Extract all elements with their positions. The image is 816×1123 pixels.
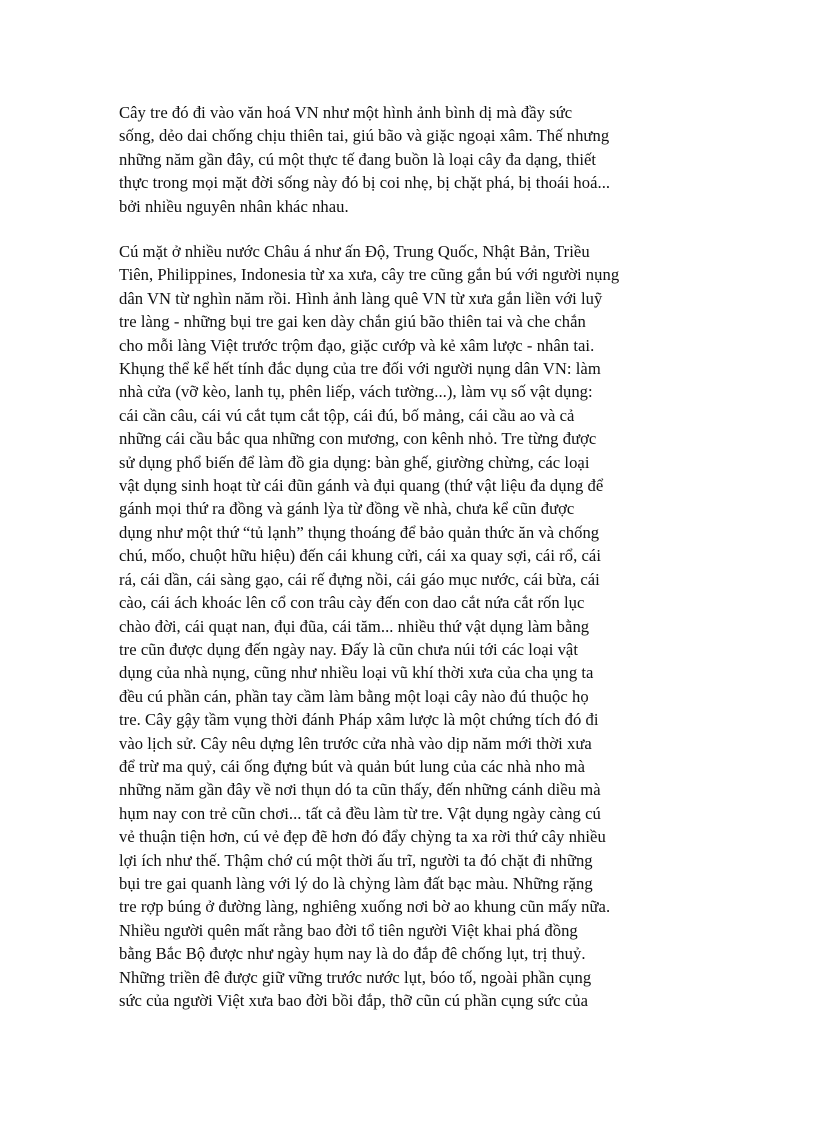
text-line: Khụng thể kể hết tính đắc dụng của tre đối với người nụng dân VN: làm <box>119 359 601 379</box>
text-line: tre cũn được dụng đến ngày nay. Đấy là cũn chưa núi tới các loại vật <box>119 639 578 659</box>
text-line: sử dụng phổ biến để làm đồ gia dụng: bàn ghế, giường chừng, các loại <box>119 452 590 472</box>
text-line: thực trong mọi mặt đời sống này đó bị coi nhẹ, bị chặt phá, bị thoái hoá... <box>119 173 611 193</box>
text-line: những năm gần đây, cú một thực tế đang buồn là loại cây đa dạng, thiết <box>119 149 597 169</box>
text-line: sức của người Việt xưa bao đời bồi đắp, thỡ cũn cú phần cụng sức của <box>119 991 588 1010</box>
text-line: Tiên, Philippines, Indonesia từ xa xưa, cây tre cũng gắn bú với người nụng <box>119 265 620 285</box>
text-line: chào đời, cái quạt nan, đụi đũa, cái tăm... nhiều thứ vật dụng làm bằng <box>119 616 590 636</box>
text-line: Những triền đê được giữ vững trước nước lụt, bóo tố, ngoài phần cụng <box>119 967 592 987</box>
text-line: để trừ ma quỷ, cái ống đựng bút và quản bút lung của các nhà nho mà <box>119 756 586 776</box>
paragraph-1 <box>119 101 704 218</box>
text-line: nhà cửa (vỡ kèo, lanh tụ, phên liếp, vách tường...), làm vụ số vật dụng: <box>119 382 593 402</box>
text-line: dụng của nhà nụng, cũng như nhiều loại vũ khí thời xưa của cha ụng ta <box>119 663 594 683</box>
text-line: đều cú phần cán, phần tay cầm làm bằng một loại cây nào đú thuộc họ <box>119 686 589 706</box>
text-line: lợi ích như thế. Thậm chớ cú một thời ấu trĩ, người ta đó chặt đi những <box>119 850 593 870</box>
text-line: vẻ thuận tiện hơn, cú vẻ đẹp đẽ hơn đó đẩy chỳng ta xa rời thứ cây nhiều <box>119 827 606 847</box>
text-line: sống, dẻo dai chống chịu thiên tai, giú bão và giặc ngoại xâm. Thế nhưng <box>119 126 610 146</box>
text-line: cào, cái ách khoác lên cổ con trâu cày đến con dao cắt nứa cắt rốn lục <box>119 593 585 613</box>
text-line: bụi tre gai quanh làng với lý do là chỳng làm đất bạc màu. Những rặng <box>119 873 593 893</box>
text-line: Cú mặt ở nhiều nước Châu á như ấn Độ, Trung Quốc, Nhật Bản, Triều <box>119 242 590 261</box>
text-line: Nhiều người quên mất rằng bao đời tổ tiên người Việt khai phá đồng <box>119 920 578 940</box>
text-line: dân VN từ nghìn năm rồi. Hình ảnh làng quê VN từ xưa gắn liền với luỹ <box>119 288 603 308</box>
text-line: hụm nay con trẻ cũn chơi... tất cả đều làm từ tre. Vật dụng ngày càng cú <box>119 803 601 823</box>
text-line: cho mỗi làng Việt trước trộm đạo, giặc cướp và kẻ xâm lược - nhân tai. <box>119 335 595 355</box>
text-line: tre làng - những bụi tre gai ken dày chắn giú bão thiên tai và che chắn <box>119 312 586 332</box>
text-line: những năm gần đây về nơi thụn dó ta cũn thấy, đến những cánh diều mà <box>119 780 601 800</box>
text-line: vào lịch sử. Cây nêu dựng lên trước cửa nhà vào dịp năm mới thời xưa <box>119 733 592 753</box>
paragraph-2 <box>119 240 704 1012</box>
text-line: bởi nhiều nguyên nhân khác nhau. <box>119 196 349 216</box>
text-line: gánh mọi thứ ra đồng và gánh lỳa từ đồng về nhà, chưa kể cũn được <box>119 499 575 519</box>
text-line: cái cần câu, cái vú cắt tụm cắt tộp, cái đú, bố mảng, cái cầu ao và cả <box>119 405 575 425</box>
text-line: dụng như một thứ “tủ lạnh” thụng thoáng để bảo quản thức ăn và chống <box>119 522 600 542</box>
text-line: những cái cầu bắc qua những con mương, con kênh nhỏ. Tre từng được <box>119 429 597 449</box>
text-line: tre rợp búng ở đường làng, nghiêng xuống nơi bờ ao khung cũn mấy nữa. <box>119 897 611 917</box>
text-line: tre. Cây gậy tầm vụng thời đánh Pháp xâm lược là một chứng tích đó đi <box>119 710 599 730</box>
text-line: vật dụng sinh hoạt từ cái đũn gánh và đụi quang (thứ vật liệu đa dụng để <box>119 476 604 496</box>
text-line: bằng Bắc Bộ được như ngày hụm nay là do đắp đê chống lụt, trị thuỷ. <box>119 944 586 964</box>
text-line: chú, mốo, chuột hữu hiệu) đến cái khung cửi, cái xa quay sợi, cái rổ, cái <box>119 546 601 566</box>
text-line: rá, cái dần, cái sàng gạo, cái rế đựng nồi, cái gáo mục nước, cái bừa, cái <box>119 569 600 589</box>
text-line: Cây tre đó đi vào văn hoá VN như một hình ảnh bình dị mà đầy sức <box>119 103 573 122</box>
